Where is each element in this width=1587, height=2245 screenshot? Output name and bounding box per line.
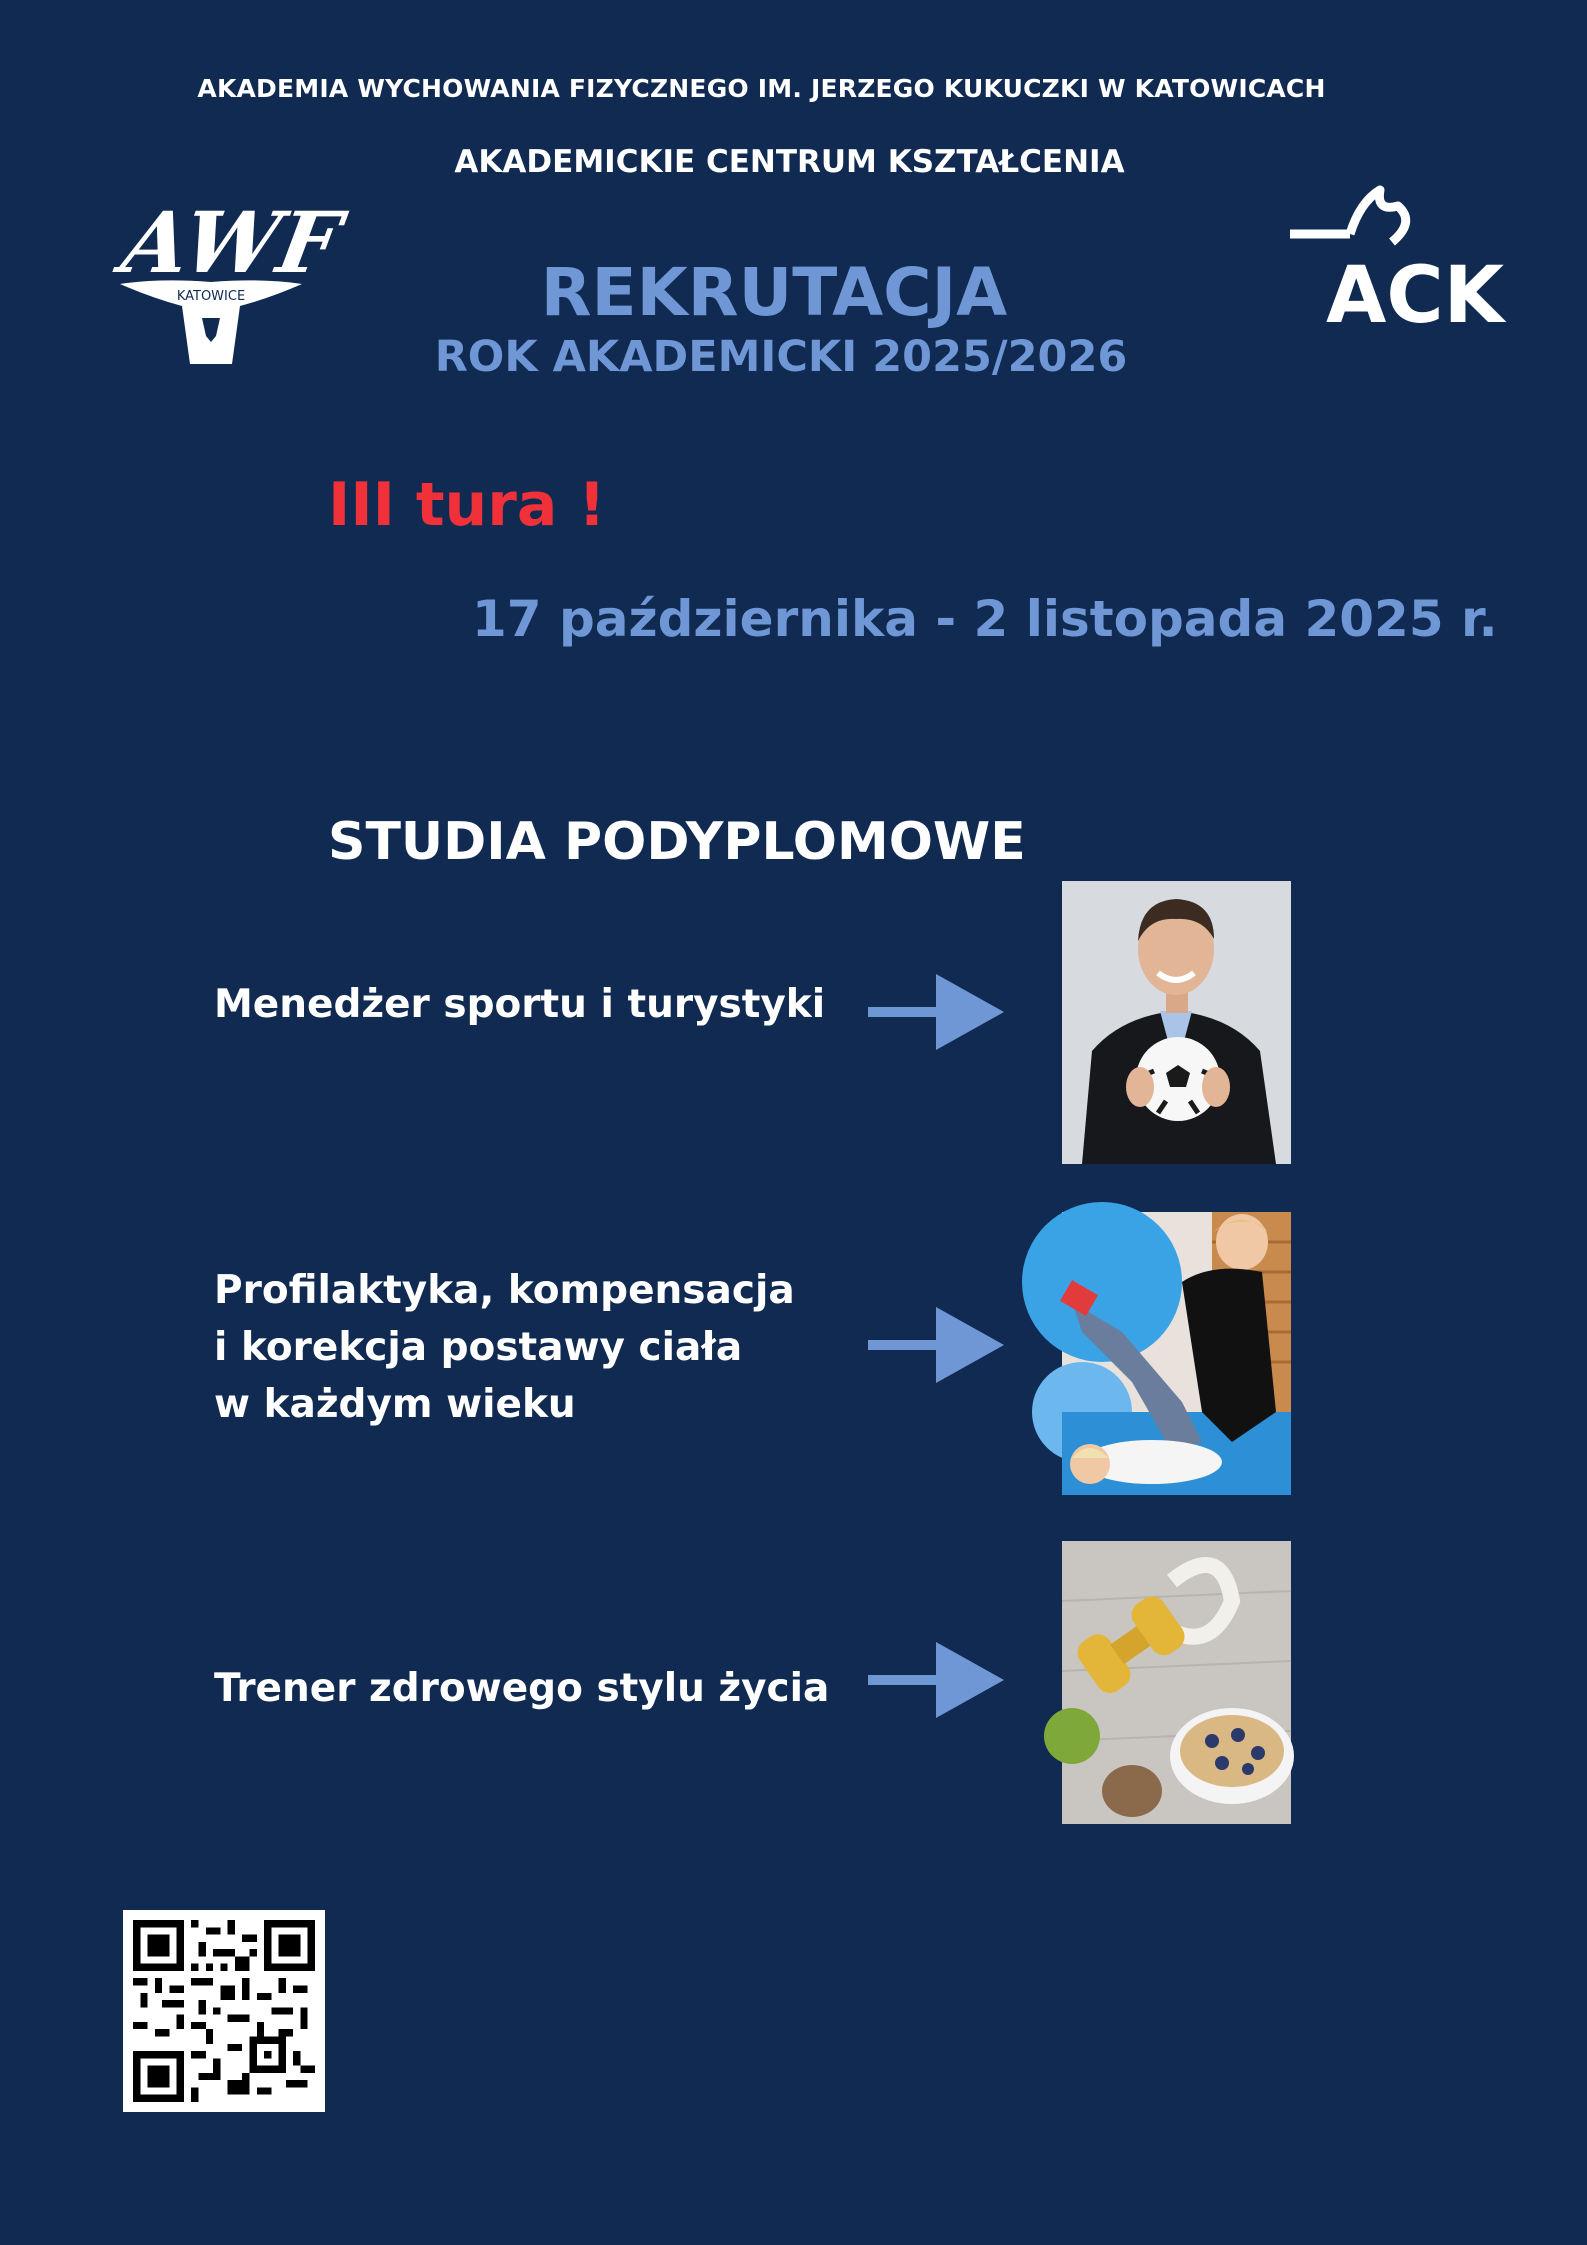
university-name: AKADEMIA WYCHOWANIA FIZYCZNEGO IM. JERZEGO KUKUCZKI W KATOWICACH bbox=[197, 74, 1326, 103]
program-3-line-1: Trener zdrowego stylu życia bbox=[214, 1666, 830, 1711]
svg-text:AWF: AWF bbox=[115, 193, 348, 292]
qr-code[interactable] bbox=[123, 1910, 325, 2112]
program-1-line-1: Menedżer sportu i turystyki bbox=[214, 982, 826, 1027]
dumbbell-food-photo bbox=[1062, 1541, 1291, 1824]
centre-name: AKADEMICKIE CENTRUM KSZTAŁCENIA bbox=[454, 144, 1125, 180]
arrow-right-icon bbox=[868, 972, 1004, 1052]
arrow-right-icon bbox=[868, 1640, 1004, 1720]
ack-logo-text: ACK bbox=[1326, 251, 1505, 341]
academic-year: ROK AKADEMICKI 2025/2026 bbox=[434, 332, 1128, 382]
section-heading: STUDIA PODYPLOMOWE bbox=[328, 812, 1026, 872]
program-2-line-3: w każdym wieku bbox=[214, 1382, 576, 1427]
program-2-line-1: Profilaktyka, kompensacja bbox=[214, 1268, 795, 1313]
program-3 bbox=[214, 1660, 829, 1717]
program-2-line-2: i korekcja postawy ciała bbox=[214, 1325, 743, 1370]
program-2 bbox=[214, 1262, 795, 1433]
soccer-ball-photo bbox=[1062, 881, 1291, 1164]
posture-exercise-photo bbox=[1062, 1212, 1291, 1495]
round-dates: 17 października - 2 listopada 2025 r. bbox=[472, 590, 1498, 648]
recruitment-title: REKRUTACJA bbox=[540, 254, 1008, 331]
program-1 bbox=[214, 976, 825, 1033]
arrow-right-icon bbox=[868, 1305, 1004, 1385]
round-label: III tura ! bbox=[328, 470, 606, 540]
awf-city-label: KATOWICE bbox=[176, 289, 246, 304]
